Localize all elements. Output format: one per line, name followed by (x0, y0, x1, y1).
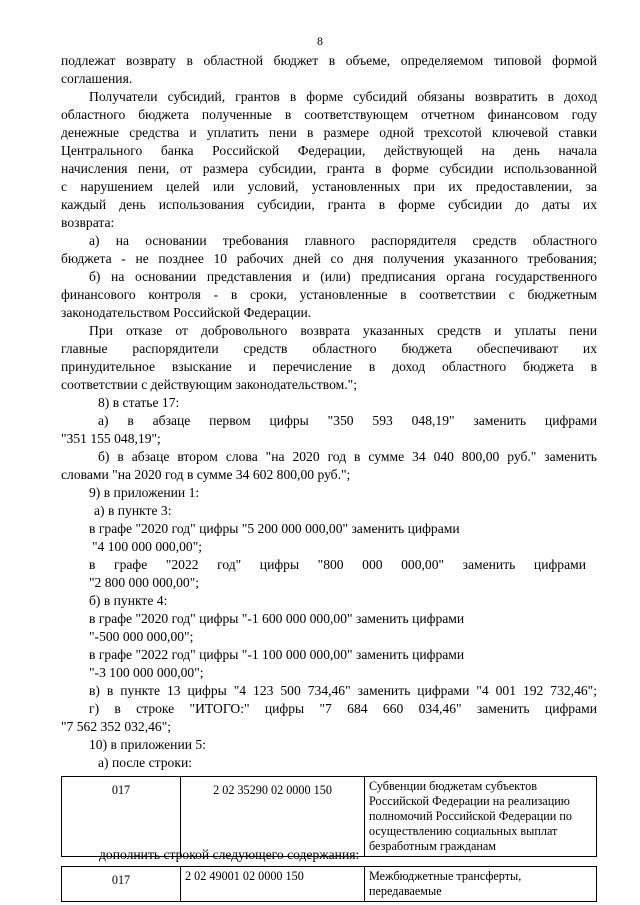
paragraph-line: "4 100 000 000,00"; (92, 539, 203, 554)
paragraph-line: 8) в статье 17: (98, 395, 180, 410)
paragraph-line: принудительное взыскание и перечисление в доход областного бюджета в (61, 359, 597, 374)
paragraph-line: в графе "2022 год" цифры "-1 100 000 000,00" заменить цифрами (89, 647, 465, 662)
paragraph-line: 9) в приложении 1: (89, 485, 200, 500)
table-cell-description: Межбюджетные трансферты, передаваемые (365, 867, 597, 902)
paragraph-line: г) в строке "ИТОГО:" цифры "7 684 660 034,46" заменить цифрами (89, 701, 597, 716)
paragraph-line: а) в пункте 3: (94, 503, 172, 518)
paragraph-line: главные распорядители средств областного бюджета обеспечивают их (61, 341, 597, 356)
paragraph-line: начисления пени, от размера субсидии, гранта в форме субсидии использованной (61, 161, 597, 176)
paragraph-line: финансового контроля - в сроки, установленные в соответствии с бюджетным (61, 287, 597, 302)
paragraph-line: 10) в приложении 5: (89, 737, 206, 752)
paragraph-line: "351 155 048,19"; (61, 431, 161, 446)
paragraph-line: соглашения. (61, 71, 133, 86)
paragraph-line: с нарушением целей или условий, установленных при их предоставлении, за (61, 179, 597, 194)
paragraph-line: возврата: (61, 215, 115, 230)
paragraph-line: "-500 000 000,00"; (89, 629, 194, 644)
paragraph-line: денежные средства и уплатить пени в размере одной трехсотой ключевой ставки (61, 125, 597, 140)
paragraph-line: в графе "2020 год" цифры "5 200 000 000,00" заменить цифрами (89, 521, 460, 536)
table-row (62, 867, 597, 902)
paragraph-line: дополнить строкой следующего содержания: (99, 847, 360, 862)
paragraph-line: словами "на 2020 год в сумме 34 602 800,00 руб."; (61, 467, 351, 482)
paragraph-line: "2 800 000 000,00"; (89, 575, 200, 590)
appendix-table-new-row (61, 866, 597, 902)
paragraph-line: Центрального банка Российской Федерации, действующей на день начала (61, 143, 597, 158)
paragraph-line: Получатели субсидий, грантов в форме субсидий обязаны возвратить в доход (89, 89, 597, 104)
paragraph-line: При отказе от добровольного возврата указанных средств и уплаты пени (89, 323, 597, 338)
paragraph-line: а) после строки: (98, 755, 193, 770)
table-cell-budget-code: 2 02 35290 02 0000 150 (181, 777, 365, 857)
paragraph-line: соответствии с действующим законодательством."; (61, 377, 358, 392)
table-cell-budget-code: 2 02 49001 02 0000 150 (181, 867, 365, 902)
paragraph-line: б) в абзаце втором слова "на 2020 год в сумме 34 040 800,00 руб." заменить (98, 449, 597, 464)
paragraph-line: в графе "2020 год" цифры "-1 600 000 000,00" заменить цифрами (89, 611, 465, 626)
page-number: 8 (317, 34, 323, 48)
table-cell-admin-code: 017 (62, 777, 181, 857)
table-cell-admin-code: 017 (62, 867, 181, 902)
table-cell-description: Субвенции бюджетам субъектов Российской Федерации на реализацию полномочий Российской Федерации по осуществлению социальных выплат безработным гражданам (365, 777, 597, 857)
paragraph-line: областного бюджета полученные в соответствующем отчетном финансовом году (61, 107, 597, 122)
table-row (62, 777, 597, 857)
paragraph-line: а) на основании требования главного распорядителя средств областного (89, 233, 597, 248)
paragraph-line: б) в пункте 4: (89, 593, 168, 608)
paragraph-line: в) в пункте 13 цифры "4 123 500 734,46" заменить цифрами "4 001 192 732,46"; (89, 683, 597, 698)
paragraph-line: в графе "2022 год" цифры "800 000 000,00" заменить цифрами (89, 557, 586, 572)
paragraph-line: "-3 100 000 000,00"; (89, 665, 204, 680)
paragraph-line: б) на основании представления и (или) предписания органа государственного (89, 269, 597, 284)
paragraph-line: а) в абзаце первом цифры "350 593 048,19" заменить цифрами (98, 413, 597, 428)
paragraph-line: бюджета - не позднее 10 рабочих дней со дня получения указанного требования; (61, 251, 597, 266)
appendix-table-existing-row (61, 776, 597, 857)
paragraph-line: "7 562 352 032,46"; (61, 719, 172, 734)
paragraph-line: подлежат возврату в областной бюджет в объеме, определяемом типовой формой (61, 53, 597, 68)
paragraph-line: законодательством Российской Федерации. (61, 305, 312, 320)
paragraph-line: каждый день использования субсидии, гранта в форме субсидии до даты их (61, 197, 597, 212)
